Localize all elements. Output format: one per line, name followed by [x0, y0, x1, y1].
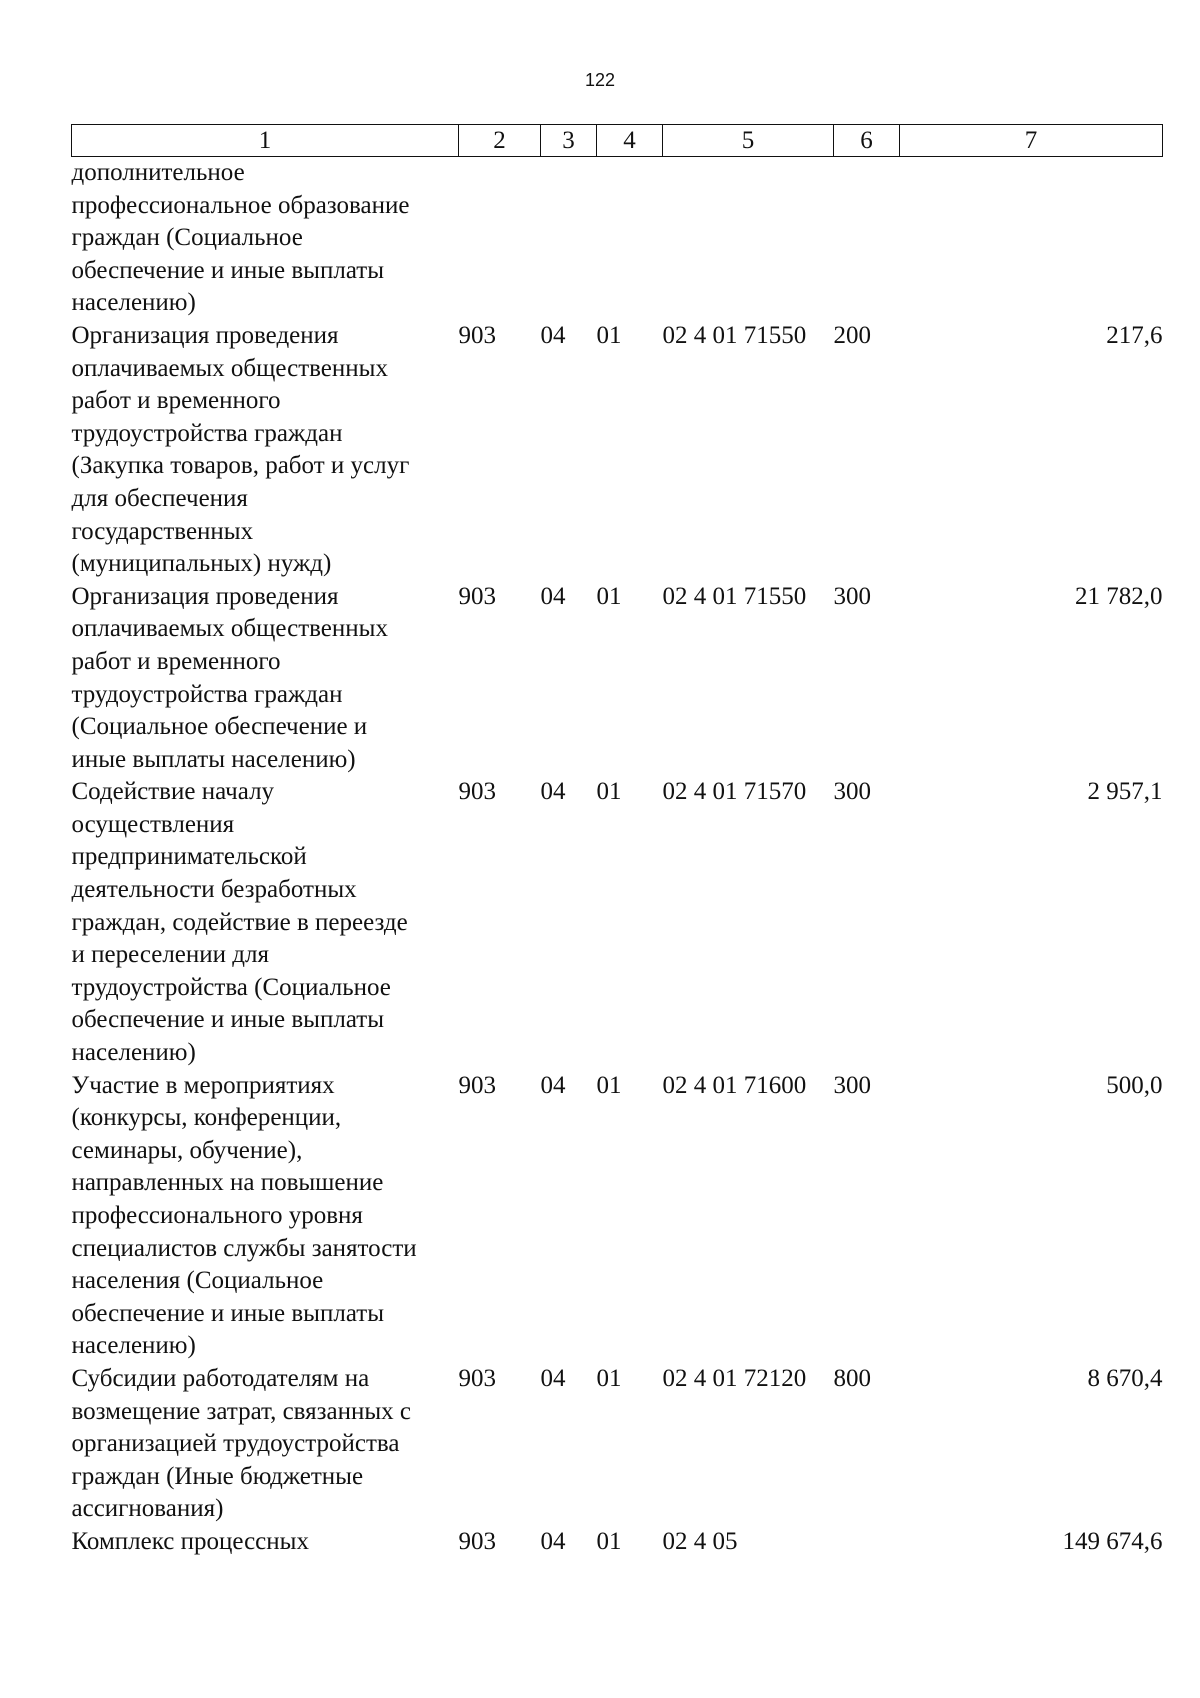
name-line: дополнительное — [71, 159, 245, 186]
column-header-5: 5 — [663, 125, 834, 157]
cell-subsection: 01 — [596, 1364, 622, 1392]
cell-name — [72, 1070, 459, 1363]
budget-table — [71, 124, 1163, 1559]
name-line: населения (Социальное — [71, 1267, 324, 1295]
name-line: осуществления — [71, 810, 235, 838]
cell-name — [72, 776, 459, 1069]
name-line: населению) — [71, 289, 196, 317]
name-line: профессионального уровня — [71, 1202, 363, 1229]
name-line: оплачиваемых общественных — [71, 615, 388, 643]
table-row — [72, 320, 1163, 581]
column-header-1: 1 — [72, 125, 459, 157]
cell-section: 04 — [540, 321, 566, 349]
name-line: деятельности безработных — [71, 876, 357, 904]
name-line: организацией трудоустройства — [71, 1430, 400, 1458]
cell-gr-code: 903 — [458, 321, 496, 349]
name-line: оплачиваемых общественных — [71, 354, 388, 382]
name-line: Содействие началу — [71, 778, 275, 806]
name-line: предпринимательской — [71, 843, 307, 871]
cell-expense-type: 800 — [833, 1364, 871, 1392]
table-row — [72, 581, 1163, 777]
name-line: Комплекс процессных — [71, 1527, 309, 1555]
cell-gr-code: 903 — [458, 778, 496, 806]
cell-subsection: 01 — [596, 582, 622, 610]
cell-name — [72, 1363, 459, 1526]
cell-target-article: 02 4 01 71600 — [662, 1071, 807, 1099]
name-line: граждан (Социальное — [71, 224, 303, 252]
table-header — [72, 125, 1163, 157]
cell-expense-type — [834, 157, 900, 320]
cell-subsection: 01 — [596, 321, 622, 349]
column-header-4: 4 — [597, 125, 663, 157]
cell-section: 04 — [540, 582, 566, 610]
cell-sum: 149 674,6 — [1062, 1527, 1163, 1555]
cell-subsection: 01 — [596, 778, 622, 806]
cell-expense-type: 300 — [833, 778, 871, 806]
cell-section: 04 — [540, 1364, 566, 1392]
name-line: граждан, содействие в переезде — [71, 908, 408, 936]
cell-target-article: 02 4 05 — [662, 1527, 738, 1555]
name-line: обеспечение и иные выплаты — [71, 256, 384, 284]
cell-expense-type — [834, 1526, 900, 1559]
name-line: (Социальное обеспечение и — [71, 713, 368, 741]
column-header-7: 7 — [900, 125, 1163, 157]
table-row — [72, 1363, 1163, 1526]
name-line: работ и временного — [71, 647, 281, 675]
cell-sum — [900, 157, 1163, 320]
name-line: обеспечение и иные выплаты — [71, 1299, 384, 1327]
cell-subsection: 01 — [596, 1527, 622, 1555]
name-line: трудоустройства граждан — [71, 419, 343, 447]
cell-target-article: 02 4 01 71570 — [662, 778, 807, 806]
name-line: для обеспечения — [71, 484, 248, 512]
cell-section — [541, 157, 597, 320]
cell-name — [72, 157, 459, 320]
table-row — [72, 157, 1163, 320]
name-line: населению) — [71, 1332, 196, 1360]
name-line: трудоустройства (Социальное — [71, 973, 391, 1001]
cell-gr-code — [459, 157, 541, 320]
page-number: 122 — [584, 70, 616, 90]
cell-sum: 500,0 — [1106, 1071, 1163, 1099]
name-line: Субсидии работодателям на — [71, 1364, 370, 1392]
cell-subsection: 01 — [596, 1071, 622, 1099]
cell-target-article: 02 4 01 71550 — [662, 582, 807, 610]
name-line: семинары, обучение), — [71, 1136, 303, 1164]
cell-sum: 21 782,0 — [1075, 582, 1163, 610]
cell-name — [72, 1526, 459, 1559]
name-line: профессиональное образование — [71, 191, 410, 219]
name-line: населению) — [71, 1039, 196, 1067]
header-row — [72, 125, 1163, 157]
cell-expense-type: 300 — [833, 1071, 871, 1099]
name-line: Организация проведения — [71, 582, 339, 610]
name-line: Участие в мероприятиях — [71, 1071, 335, 1099]
cell-name — [72, 581, 459, 777]
column-header-3: 3 — [541, 125, 597, 157]
name-line: (муниципальных) нужд) — [71, 550, 332, 578]
name-line: возмещение затрат, связанных с — [71, 1397, 412, 1425]
cell-expense-type: 200 — [833, 321, 871, 349]
name-line: (Закупка товаров, работ и услуг — [71, 452, 410, 480]
name-line: обеспечение и иные выплаты — [71, 1006, 384, 1034]
table-row — [72, 776, 1163, 1069]
table-row — [72, 1070, 1163, 1363]
name-line: трудоустройства граждан — [71, 680, 343, 708]
name-line: граждан (Иные бюджетные — [71, 1462, 364, 1490]
name-line: работ и временного — [71, 387, 281, 415]
cell-section: 04 — [540, 1071, 566, 1099]
cell-target-article: 02 4 01 72120 — [662, 1364, 807, 1392]
cell-expense-type: 300 — [833, 582, 871, 610]
cell-subsection — [597, 157, 663, 320]
cell-gr-code: 903 — [458, 1527, 496, 1555]
table-row — [72, 1526, 1163, 1559]
cell-gr-code: 903 — [458, 1364, 496, 1392]
cell-section: 04 — [540, 1527, 566, 1555]
cell-sum: 8 670,4 — [1087, 1364, 1163, 1392]
cell-target-article — [663, 157, 834, 320]
cell-name — [72, 320, 459, 581]
name-line: ассигнования) — [71, 1495, 224, 1523]
name-line: (конкурсы, конференции, — [71, 1104, 342, 1132]
name-line: специалистов службы занятости — [71, 1234, 417, 1262]
name-line: Организация проведения — [71, 321, 339, 349]
table-body — [72, 157, 1163, 1559]
cell-sum: 217,6 — [1106, 321, 1163, 349]
cell-gr-code: 903 — [458, 1071, 496, 1099]
name-line: и переселении для — [71, 941, 269, 969]
column-header-2: 2 — [459, 125, 541, 157]
cell-gr-code: 903 — [458, 582, 496, 610]
cell-section: 04 — [540, 778, 566, 806]
name-line: иные выплаты населению) — [71, 745, 356, 773]
cell-target-article: 02 4 01 71550 — [662, 321, 807, 349]
name-line: направленных на повышение — [71, 1169, 384, 1197]
name-line: государственных — [71, 517, 254, 545]
cell-sum: 2 957,1 — [1087, 778, 1163, 806]
column-header-6: 6 — [834, 125, 900, 157]
